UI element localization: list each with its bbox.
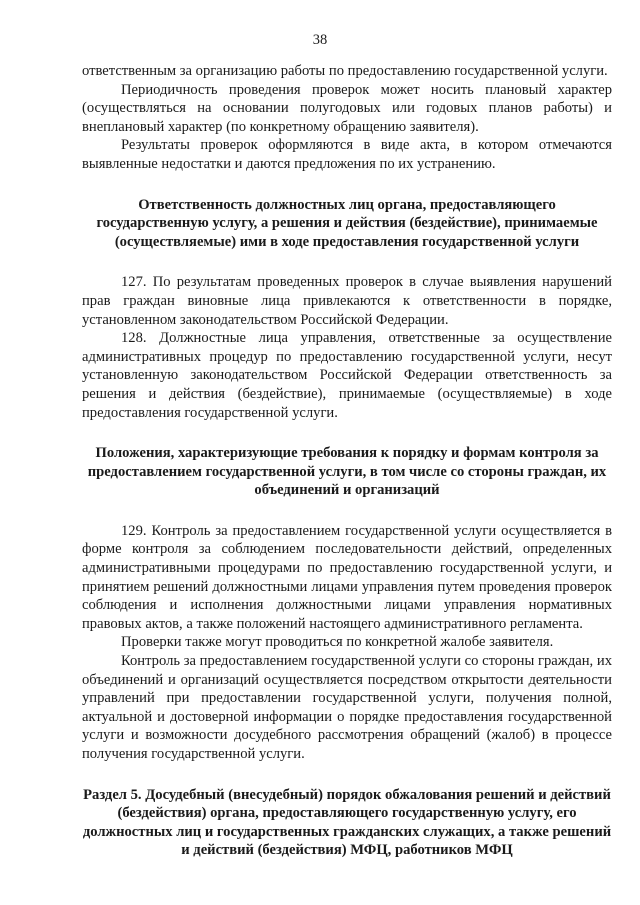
spacer: [82, 764, 612, 786]
section-heading-responsibility: Ответственность должностных лиц органа, предоставляющего государственную услугу, а решения и действия (бездействие), принимаемые (осуществляемые) ими в ходе предоставления государственной услуги: [96, 196, 598, 250]
spacer: [82, 174, 612, 196]
section-heading-section-5: Раздел 5. Досудебный (внесудебный) порядок обжалования решений и действий (бездействия) органа, предоставляющего государственную услугу, его должностных лиц и государственных гражданских служащих, а также решений и действий (бездействия) МФЦ, работников МФЦ: [82, 786, 612, 859]
paragraph-inspection-results: Результаты проверок оформляются в виде акта, в котором отмечаются выявленные недостатки и даются предложения по их устранению.: [82, 137, 612, 172]
paragraph-complaint-inspections: Проверки также могут проводиться по конкретной жалобе заявителя.: [121, 634, 554, 651]
section-heading-control-requirements: Положения, характеризующие требования к порядку и формам контроля за предоставлением государственной услуги, в том числе со стороны граждан, их объединений и организаций: [87, 445, 607, 499]
spacer: [82, 500, 612, 522]
paragraph-128: 128. Должностные лица управления, ответственные за осуществление административных процедур по предоставлению государственной услуги, несут установленную законодательством Российской Федерации ответственность за решения и действия (бездействие), принимаемые (осуществляемые) в ходе предоставления государственной услуги.: [82, 330, 612, 421]
page-number: 38: [312, 32, 328, 48]
paragraph-continuation: ответственным за организацию работы по предоставлению государственной услуги.: [82, 63, 608, 79]
paragraph-inspection-frequency: Периодичность проведения проверок может носить плановый характер (осуществляться на основании полугодовых или годовых планов работы) и внеплановый характер (по конкретному обращению заявителя).: [82, 81, 612, 135]
document-body: [82, 62, 612, 860]
paragraph-129: 129. Контроль за предоставлением государственной услуги осуществляется в форме контроля за соблюдением последовательности действий, определенных административными процедурами по предоставлению государственной услуги, и принятием решений должностными лицами управления путем проведения проверок соблюдения и исполнения должностными лицами управления нормативных правовых актов, а также положений настоящего административного регламента.: [82, 522, 612, 632]
paragraph-127: 127. По результатам проведенных проверок в случае выявления нарушений прав граждан виновные лица привлекаются к ответственности в порядке, установленном законодательством Российской Федерации.: [82, 274, 612, 328]
paragraph-public-control: Контроль за предоставлением государственной услуги со стороны граждан, их объединений и организаций осуществляется посредством открытости деятельности управлений при предоставлении государственной услуги, получения полной, актуальной и достоверной информации о порядке предоставления государственной услуги и возможности досудебного рассмотрения обращений (жалоб) в процессе получения государственной услуги.: [82, 653, 612, 762]
spacer: [82, 422, 612, 444]
spacer: [82, 251, 612, 273]
